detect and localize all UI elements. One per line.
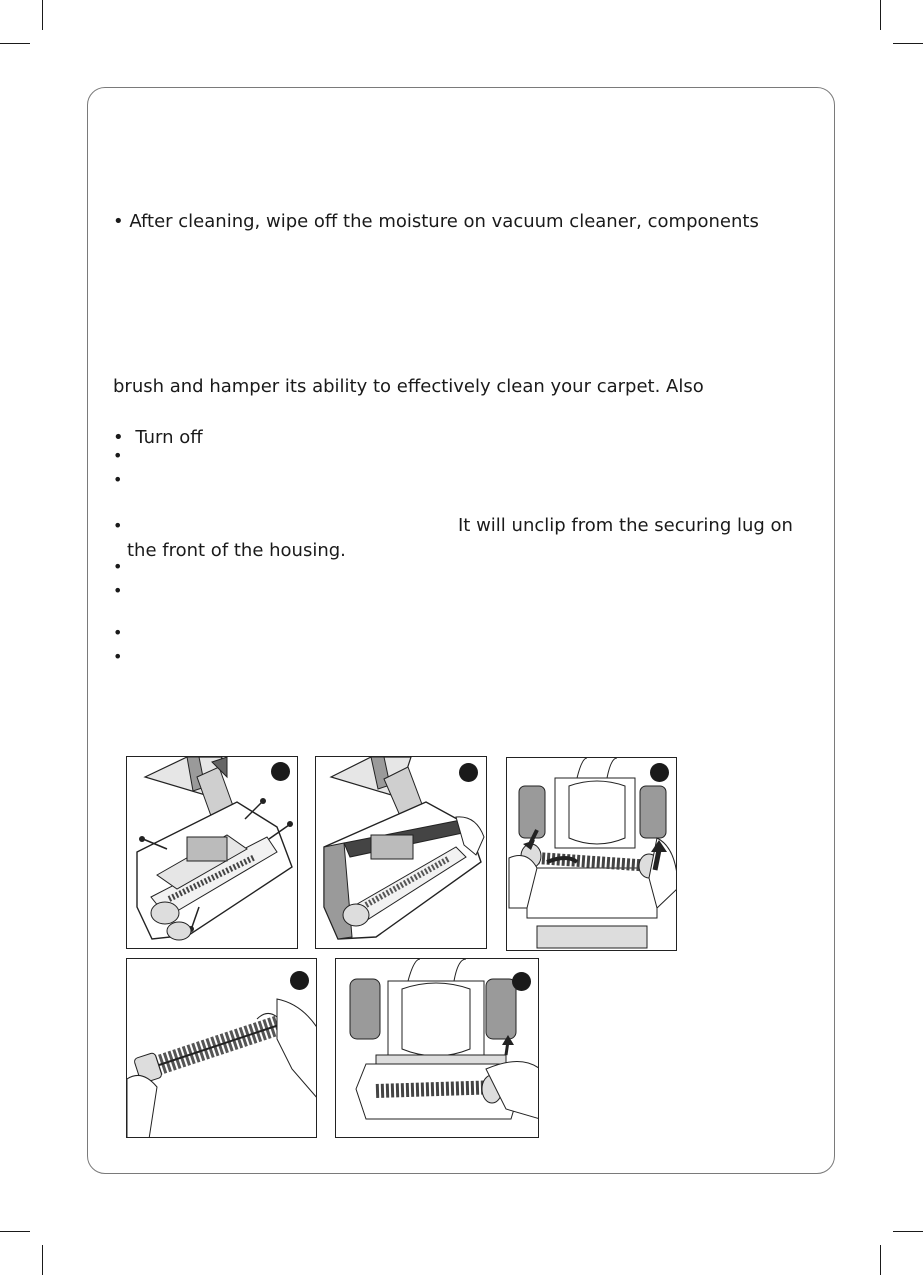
unclip-instruction-continued: the front of the housing.	[127, 540, 346, 561]
figure-number-badge	[650, 763, 669, 782]
vacuum-cover-illustration	[316, 757, 487, 949]
crop-mark-bottom-left-v	[42, 1245, 43, 1275]
crop-mark-top-left-h	[0, 43, 30, 44]
brushroll-refit-illustration	[336, 959, 539, 1138]
turn-off-step	[113, 427, 203, 449]
unclip-instruction: It will unclip from the securing lug on	[458, 515, 793, 536]
crop-mark-top-right-h	[893, 43, 923, 44]
crop-mark-bottom-left-h	[0, 1231, 30, 1232]
bullet: •	[113, 427, 124, 448]
bullet: •	[113, 623, 123, 642]
crop-mark-bottom-right-v	[880, 1245, 881, 1275]
brushroll-lift-illustration	[507, 758, 677, 951]
crop-mark-top-right-v	[880, 0, 881, 30]
figure-brushroll-clean	[126, 958, 317, 1138]
bullet: •	[113, 470, 123, 489]
figure-number-badge	[512, 972, 531, 991]
brush-instruction: brush and hamper its ability to effectively clean your carpet. Also	[113, 376, 704, 397]
bullet: •	[113, 647, 123, 666]
figure-brushroll-lift	[506, 757, 677, 951]
bullet: •	[113, 581, 123, 600]
bullet: •	[113, 516, 123, 535]
figure-cover-removed	[315, 756, 487, 949]
vacuum-underside-illustration	[127, 757, 298, 949]
figure-number-badge	[459, 763, 478, 782]
figure-number-badge	[271, 762, 290, 781]
crop-mark-bottom-right-h	[893, 1231, 923, 1232]
turn-off-label: Turn off	[135, 427, 203, 448]
crop-mark-top-left-v	[42, 0, 43, 30]
bullet: •	[113, 446, 123, 465]
bullet: •	[113, 557, 123, 576]
figure-brushroll-refit	[335, 958, 539, 1138]
figure-number-badge	[290, 971, 309, 990]
figure-underside-screws	[126, 756, 298, 949]
wipe-instruction: • After cleaning, wipe off the moisture on vacuum cleaner, components	[113, 211, 759, 232]
brushroll-clean-illustration	[127, 959, 317, 1138]
